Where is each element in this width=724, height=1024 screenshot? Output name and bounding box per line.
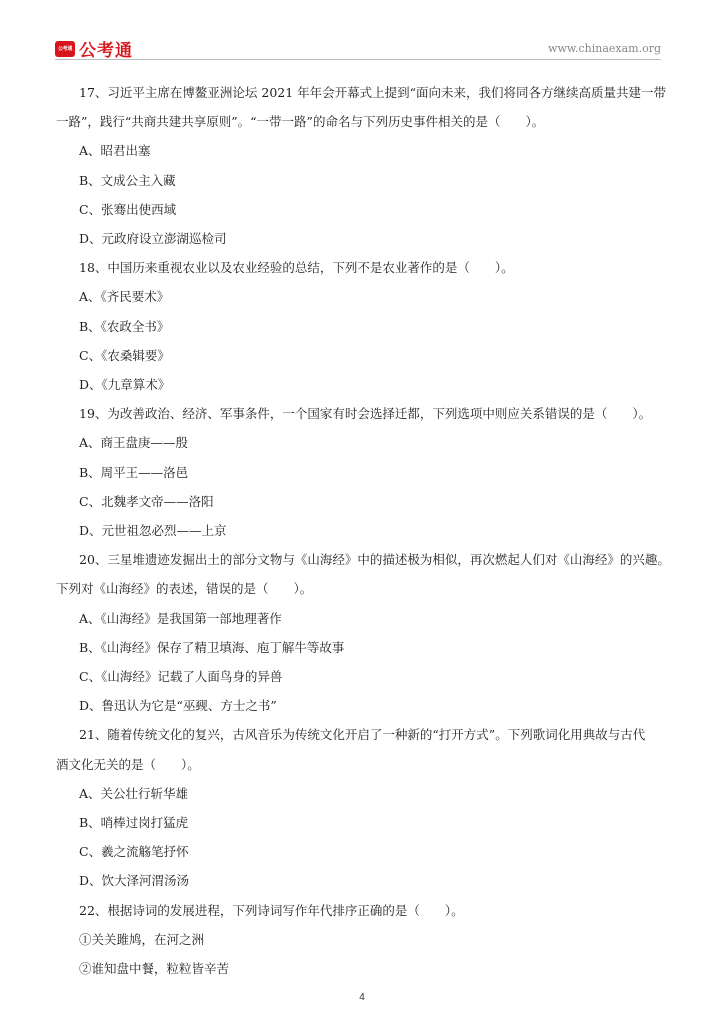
page-number: 4 (359, 992, 365, 1003)
question-18 (56, 253, 664, 399)
option-b: B、哨棒过岗打猛虎 (79, 815, 189, 831)
option-a: A、昭君出塞 (79, 143, 151, 159)
option-b: B、文成公主入藏 (79, 172, 176, 188)
option-d: D、鲁迅认为它是“巫觋、方士之书” (79, 698, 277, 714)
question-20 (56, 545, 670, 720)
option-d: D、元世祖忽必烈——上京 (79, 523, 227, 539)
header-divider (55, 59, 661, 60)
option-c: C、北魏孝文帝——洛阳 (79, 493, 214, 509)
logo (55, 36, 133, 61)
question-stem-line: 一路”，践行“共商共建共享原则”。“一带一路”的命名与下列历史事件相关的是（ ）。 (56, 114, 545, 130)
question-stem-line: 18、中国历来重视农业以及农业经验的总结，下列不是农业著作的是（ ）。 (79, 260, 514, 276)
logo-text: 公考通 (79, 41, 133, 61)
logo-badge: 公考通 (55, 41, 75, 57)
question-stem-line: 下列对《山海经》的表述，错误的是（ ）。 (56, 581, 313, 597)
option-a: A、关公壮行斩华雄 (79, 785, 189, 801)
question-21 (56, 720, 664, 895)
option-c: C、张骞出使西域 (79, 201, 177, 217)
option-d: D、元政府设立澎湖巡检司 (79, 231, 227, 247)
option-b: B、《山海经》保存了精卫填海、庖丁解牛等故事 (79, 639, 345, 655)
question-stem-line: 21、随着传统文化的复兴，古风音乐为传统文化开启了一种新的“打开方式”。下列歌词化用典故与古代 (79, 727, 646, 743)
question-17 (56, 78, 667, 253)
question-stem-line: 19、为改善政治、经济、军事条件，一个国家有时会选择迁都，下列选项中则应关系错误的是（ ）。 (79, 406, 652, 422)
option-c: C、《山海经》记载了人面鸟身的异兽 (79, 669, 283, 685)
option-a: A、商王盘庚——殷 (79, 435, 189, 451)
statement-1: ①关关雎鸠，在河之洲 (79, 931, 205, 947)
statement-2: ②谁知盘中餐，粒粒皆辛苦 (79, 961, 230, 977)
question-stem-line: 酒文化无关的是（ ）。 (56, 756, 200, 772)
option-c: C、《农桑辑要》 (79, 347, 170, 363)
option-a: A、《齐民要术》 (79, 289, 170, 305)
option-b: B、《农政全书》 (79, 318, 170, 334)
question-22 (56, 896, 664, 984)
option-a: A、《山海经》是我国第一部地理著作 (79, 610, 282, 626)
option-d: D、《九章算术》 (79, 377, 171, 393)
option-b: B、周平王——洛邑 (79, 464, 189, 480)
question-list (56, 78, 670, 983)
option-c: C、羲之流觞笔抒怀 (79, 844, 189, 860)
question-19 (56, 399, 664, 545)
question-stem-line: 22、根据诗词的发展进程，下列诗词写作年代排序正确的是（ ）。 (79, 902, 464, 918)
option-d: D、饮大泽河渭汤汤 (79, 873, 190, 889)
question-stem-line: 17、习近平主席在博鳌亚洲论坛 2021 年年会开幕式上提到“面向未来，我们将同各方继续高质量共建一带 (79, 85, 667, 100)
question-stem-line: 20、三星堆遗迹发掘出土的部分文物与《山海经》中的描述极为相似，再次燃起人们对《山海经》的兴趣。 (79, 552, 670, 568)
site-url: www.chinaexam.org (548, 42, 661, 55)
